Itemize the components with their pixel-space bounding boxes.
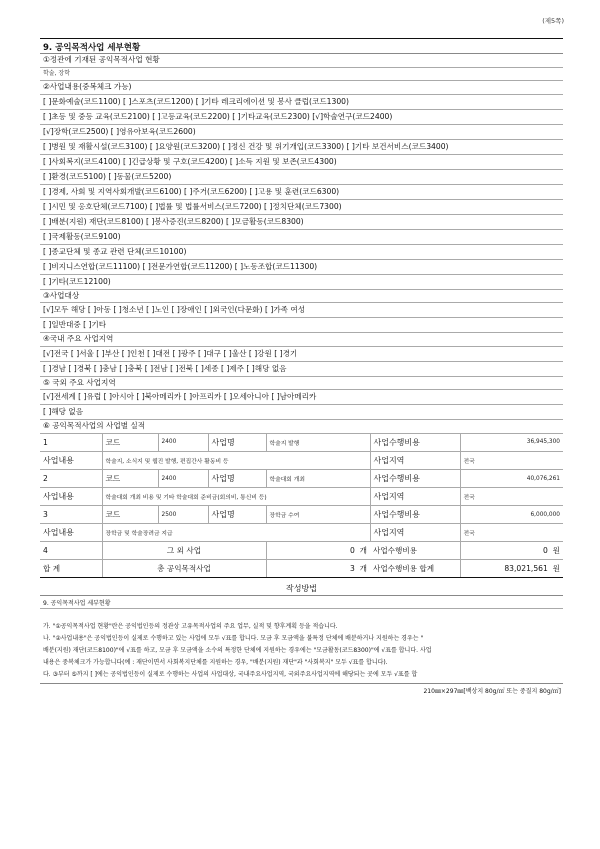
method-line: 가. "①공익목적사업 현황"란은 공익법인등의 정관상 고유목적사업의 주요 업무, 실적 및 향후계획 등을 적습니다.	[43, 623, 338, 630]
paper-spec: 210㎜×297㎜[백상지 80g/㎡ 또는 중질지 80g/㎡]	[423, 688, 561, 695]
row-number: 2	[40, 470, 102, 488]
table-row	[40, 506, 563, 524]
form	[40, 38, 563, 695]
table-row	[40, 470, 563, 488]
s3-line-2: [ ]일반대중 [ ]기타	[40, 318, 563, 333]
total-label: 합 계	[40, 560, 102, 578]
s2-line: [ ]배분(지원) 재단(코드8100) [ ]봉사증진(코드8200) [ ]모금활동(코드8300)	[40, 215, 563, 230]
biz-name-label: 사업명	[208, 470, 266, 488]
method-line: 나. "②사업내용"은 공익법인등이 실제로 수행하고 있는 사업에 모두 √표를 합니다. 모금 후 모금액을 불특정 단체에 배분하거나 지원하는 경우는 "	[43, 635, 424, 642]
biz-region-label: 사업지역	[370, 452, 460, 470]
biz-content-label: 사업내용	[40, 524, 102, 542]
other-biz-cost-label: 사업수행비용	[370, 542, 460, 560]
s2-line: [ ]사회복지(코드4100) [ ]긴급상황 및 구호(코드4200) [ ]소득 지원 및 보존(코드4300)	[40, 155, 563, 170]
other-biz-count: 0 개	[266, 542, 370, 560]
method-line: 내용은 중복체크가 가능합니다(예 : 재단이면서 사회복지단체를 지원하는 경우, "배분(지원) 재단"과 "사회복지" 모두 √표를 합니다).	[43, 659, 388, 666]
s4-heading: ④국내 주요 사업지역	[40, 333, 563, 347]
table-row	[40, 524, 563, 542]
total-cost-label: 사업수행비용 합계	[370, 560, 460, 578]
code-value: 2500	[158, 506, 208, 524]
biz-content-label: 사업내용	[40, 488, 102, 506]
biz-content-value: 학술지, 소식지 및 웹진 발행, 편집간사 활동비 등	[102, 452, 370, 470]
s2-line: [ ]초등 및 중등 교육(코드2100) [ ]고등교육(코드2200) [ ]기타교육(코드2300) [√]학술연구(코드2400)	[40, 110, 563, 125]
biz-name-value: 학술지 발행	[266, 434, 370, 452]
code-label: 코드	[102, 434, 158, 452]
other-biz-cost: 0 원	[460, 542, 563, 560]
code-value: 2400	[158, 434, 208, 452]
s2-line: [ ]국제활동(코드9100)	[40, 230, 563, 245]
biz-name-label: 사업명	[208, 506, 266, 524]
row-number: 4	[40, 542, 102, 560]
row-number: 3	[40, 506, 102, 524]
table-row	[40, 488, 563, 506]
biz-region-label: 사업지역	[370, 488, 460, 506]
s1-content: 학술, 장학	[40, 68, 563, 82]
s2-heading: ②사업내용(중복체크 가능)	[40, 81, 563, 95]
s2-line: [ ]병원 및 재활시설(코드3100) [ ]요양원(코드3200) [ ]정신 건강 및 위기개입(코드3300) [ ]기타 보건서비스(코드3400)	[40, 140, 563, 155]
s4-line-1: [√]전국 [ ]서울 [ ]부산 [ ]인천 [ ]대전 [ ]광주 [ ]대구 [ ]울산 [ ]강원 [ ]경기	[40, 347, 563, 362]
biz-cost-label: 사업수행비용	[370, 506, 460, 524]
code-label: 코드	[102, 470, 158, 488]
method-title: 작성방법	[40, 582, 563, 596]
method-subtitle: 9. 공익목적사업 세부현황	[40, 596, 563, 609]
s3-heading: ③사업대상	[40, 290, 563, 304]
table-row	[40, 434, 563, 452]
s2-line: [ ]종교단체 및 종교 관련 단체(코드10100)	[40, 245, 563, 260]
biz-cost-label: 사업수행비용	[370, 470, 460, 488]
s5-line-1: [√]전세계 [ ]유럽 [ ]아시아 [ ]북아메리카 [ ]아프리카 [ ]오세아니아 [ ]남아메리카	[40, 390, 563, 405]
table-row	[40, 542, 563, 560]
row-number: 1	[40, 434, 102, 452]
s6-heading: ⑥ 공익목적사업의 사업별 실적	[40, 420, 563, 434]
s3-line-1: [√]모두 해당 [ ]아동 [ ]청소년 [ ]노인 [ ]장애인 [ ]외국인(다문화) [ ]가족 여성	[40, 303, 563, 318]
s1-heading: ①정관에 기재된 공익목적사업 현황	[40, 54, 563, 68]
biz-region-value: 전국	[460, 524, 563, 542]
page-label: (제5쪽)	[542, 17, 564, 25]
table-row-total	[40, 560, 563, 578]
biz-region-label: 사업지역	[370, 524, 460, 542]
biz-cost-label: 사업수행비용	[370, 434, 460, 452]
section-title: 9. 공익목적사업 세부현황	[40, 39, 563, 54]
method-line: 다. ③부터 ⑤까지 [ ]에는 공익법인등이 실제로 수행하는 사업의 사업대상, 국내주요사업지역, 국외주요사업지역에 해당되는 곳에 모두 √표를 합	[43, 671, 418, 678]
code-label: 코드	[102, 506, 158, 524]
biz-region-value: 전국	[460, 452, 563, 470]
s2-line: [ ]경제, 사회 및 지역사회개발(코드6100) [ ]주거(코드6200) [ ]고용 및 훈련(코드6300)	[40, 185, 563, 200]
biz-cost-value: 40,076,261	[460, 470, 563, 488]
s5-line-2: [ ]해당 없음	[40, 405, 563, 420]
s5-heading: ⑤ 국외 주요 사업지역	[40, 377, 563, 391]
total-count: 3 개	[266, 560, 370, 578]
s2-line: [ ]시민 및 옹호단체(코드7100) [ ]법률 및 법률서비스(코드7200) [ ]정치단체(코드7300)	[40, 200, 563, 215]
biz-name-label: 사업명	[208, 434, 266, 452]
s4-line-2: [ ]경남 [ ]경북 [ ]충남 [ ]충북 [ ]전남 [ ]전북 [ ]세종 [ ]제주 [ ]해당 없음	[40, 362, 563, 377]
biz-content-value: 장학금 및 학술장려금 지급	[102, 524, 370, 542]
biz-name-value: 장학금 수여	[266, 506, 370, 524]
biz-content-value: 학술대회 개최 비용 및 기타 학술대회 준비금(회의비, 통신비 등)	[102, 488, 370, 506]
biz-region-value: 전국	[460, 488, 563, 506]
s2-line: [ ]환경(코드5100) [ ]동물(코드5200)	[40, 170, 563, 185]
biz-cost-value: 36,945,300	[460, 434, 563, 452]
total-name: 총 공익목적사업	[102, 560, 266, 578]
biz-content-label: 사업내용	[40, 452, 102, 470]
s2-line: [ ]문화예술(코드1100) [ ]스포츠(코드1200) [ ]기타 레크리에이션 및 봉사 클럽(코드1300)	[40, 95, 563, 110]
biz-name-value: 학술대회 개최	[266, 470, 370, 488]
code-value: 2400	[158, 470, 208, 488]
biz-cost-value: 6,000,000	[460, 506, 563, 524]
other-biz-label: 그 외 사업	[102, 542, 266, 560]
performance-table	[40, 434, 563, 579]
method-line: 배분(지원) 재단(코드8100)"에 √표를 하고, 모금 후 모금액을 소수의 특정한 단체에 지원하는 경우에는 "모금활동(코드8300)"에 √표를 합니다. 사업	[43, 647, 432, 654]
method-body	[40, 609, 563, 684]
table-row	[40, 452, 563, 470]
s2-line: [ ]기타(코드12100)	[40, 275, 563, 290]
s2-line: [ ]비지니스연합(코드11100) [ ]전문가연합(코드11200) [ ]노동조합(코드11300)	[40, 260, 563, 275]
total-cost: 83,021,561 원	[460, 560, 563, 578]
s2-line: [√]장학(코드2500) [ ]영유아보육(코드2600)	[40, 125, 563, 140]
